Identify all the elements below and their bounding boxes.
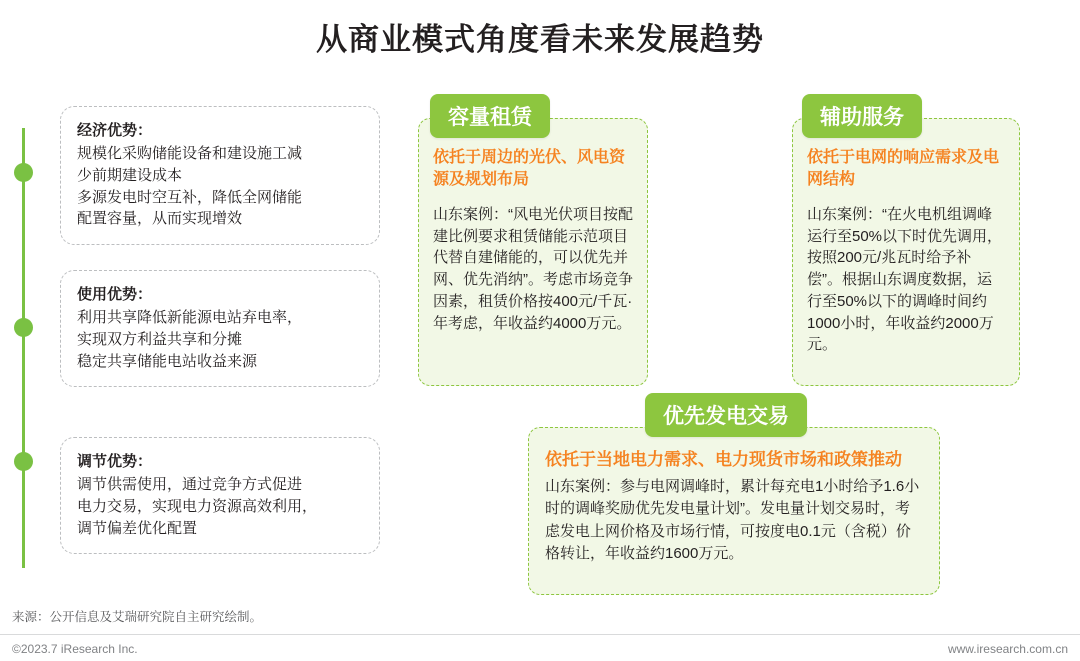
- advantage-card-economic: [60, 106, 380, 245]
- panel-capacity-case: 山东案例：“风电光伏项目按配建比例要求租赁储能示范项目代替自建储能的，可以优先并网、优先消纳”。考虑市场竞争因素，租赁价格按400元/千瓦·年考虑，年收益约4000万元。: [433, 205, 633, 332]
- advantage-line: 规模化采购储能设备和建设施工减: [77, 145, 303, 162]
- panel-priority-heading: 优先发电交易: [645, 393, 807, 437]
- panel-ancillary-lead: 依托于电网的响应需求及电网结构: [807, 149, 1000, 189]
- panel-ancillary-heading: 辅助服务: [802, 94, 922, 138]
- advantage-card-usage-label: 使用优势：: [77, 286, 153, 303]
- website-text: www.iresearch.com.cn: [947, 642, 1068, 656]
- timeline-dot-1: [14, 163, 33, 182]
- advantage-line: 配置容量，从而实现增效: [77, 210, 243, 228]
- advantage-card-economic-label: 经济优势：: [77, 122, 153, 139]
- advantage-card-usage: [60, 270, 380, 387]
- advantage-card-regulation: [60, 437, 380, 554]
- panel-priority-generation: [528, 427, 940, 595]
- advantage-line: 多源发电时空互补，降低全网储能: [77, 188, 303, 206]
- panel-priority-lead: 依托于当地电力需求、电力现货市场和政策推动: [545, 450, 902, 469]
- advantage-line: 电力交易，实现电力资源高效利用，: [77, 497, 318, 515]
- panel-capacity-lead: 依托于周边的光伏、风电资源及规划布局: [433, 149, 626, 189]
- advantage-line: 调节供需使用，通过竞争方式促进: [77, 476, 303, 493]
- source-note: 来源：公开信息及艾瑞研究院自主研究绘制。: [12, 610, 263, 624]
- advantage-line: 调节偏差优化配置: [77, 519, 198, 537]
- page-title: 从商业模式角度看未来发展趋势: [316, 22, 764, 57]
- panel-capacity-leasing: [418, 118, 648, 386]
- advantage-card-economic-body: [77, 143, 363, 230]
- advantage-card-usage-body: [77, 307, 363, 372]
- panel-capacity-heading: 容量租赁: [430, 94, 550, 138]
- advantage-card-regulation-body: [77, 474, 363, 539]
- timeline-dot-3: [14, 452, 33, 471]
- timeline-axis: [22, 128, 25, 568]
- advantage-card-regulation-label: 调节优势：: [77, 453, 153, 470]
- timeline-dot-2: [14, 318, 33, 337]
- advantage-line: 少前期建设成本: [77, 166, 183, 184]
- panel-ancillary-case: 山东案例：“在火电机组调峰运行至50%以下时优先调用，按照200元/兆瓦时给予补偿”。根据山东调度数据，运行至50%以下的调峰时间约1000小时，年收益约2000万元。: [807, 205, 1003, 354]
- advantage-line: 稳定共享储能电站收益来源: [77, 352, 258, 370]
- advantage-line: 利用共享降低新能源电站弃电率，: [77, 309, 303, 326]
- advantage-line: 实现双方利益共享和分摊: [77, 330, 243, 348]
- copyright-text: ©2023.7 iResearch Inc.: [12, 642, 138, 656]
- panel-ancillary-services: [792, 118, 1020, 386]
- footer-divider: [0, 634, 1080, 635]
- panel-priority-case: 山东案例：参与电网调峰时，累计每充电1小时给予1.6小时的调峰奖励优先发电量计划”。发电量计划交易时，考虑发电上网价格及市场行情，可按度电0.1元（含税）价格转让，年收益约1600万元。: [545, 477, 920, 563]
